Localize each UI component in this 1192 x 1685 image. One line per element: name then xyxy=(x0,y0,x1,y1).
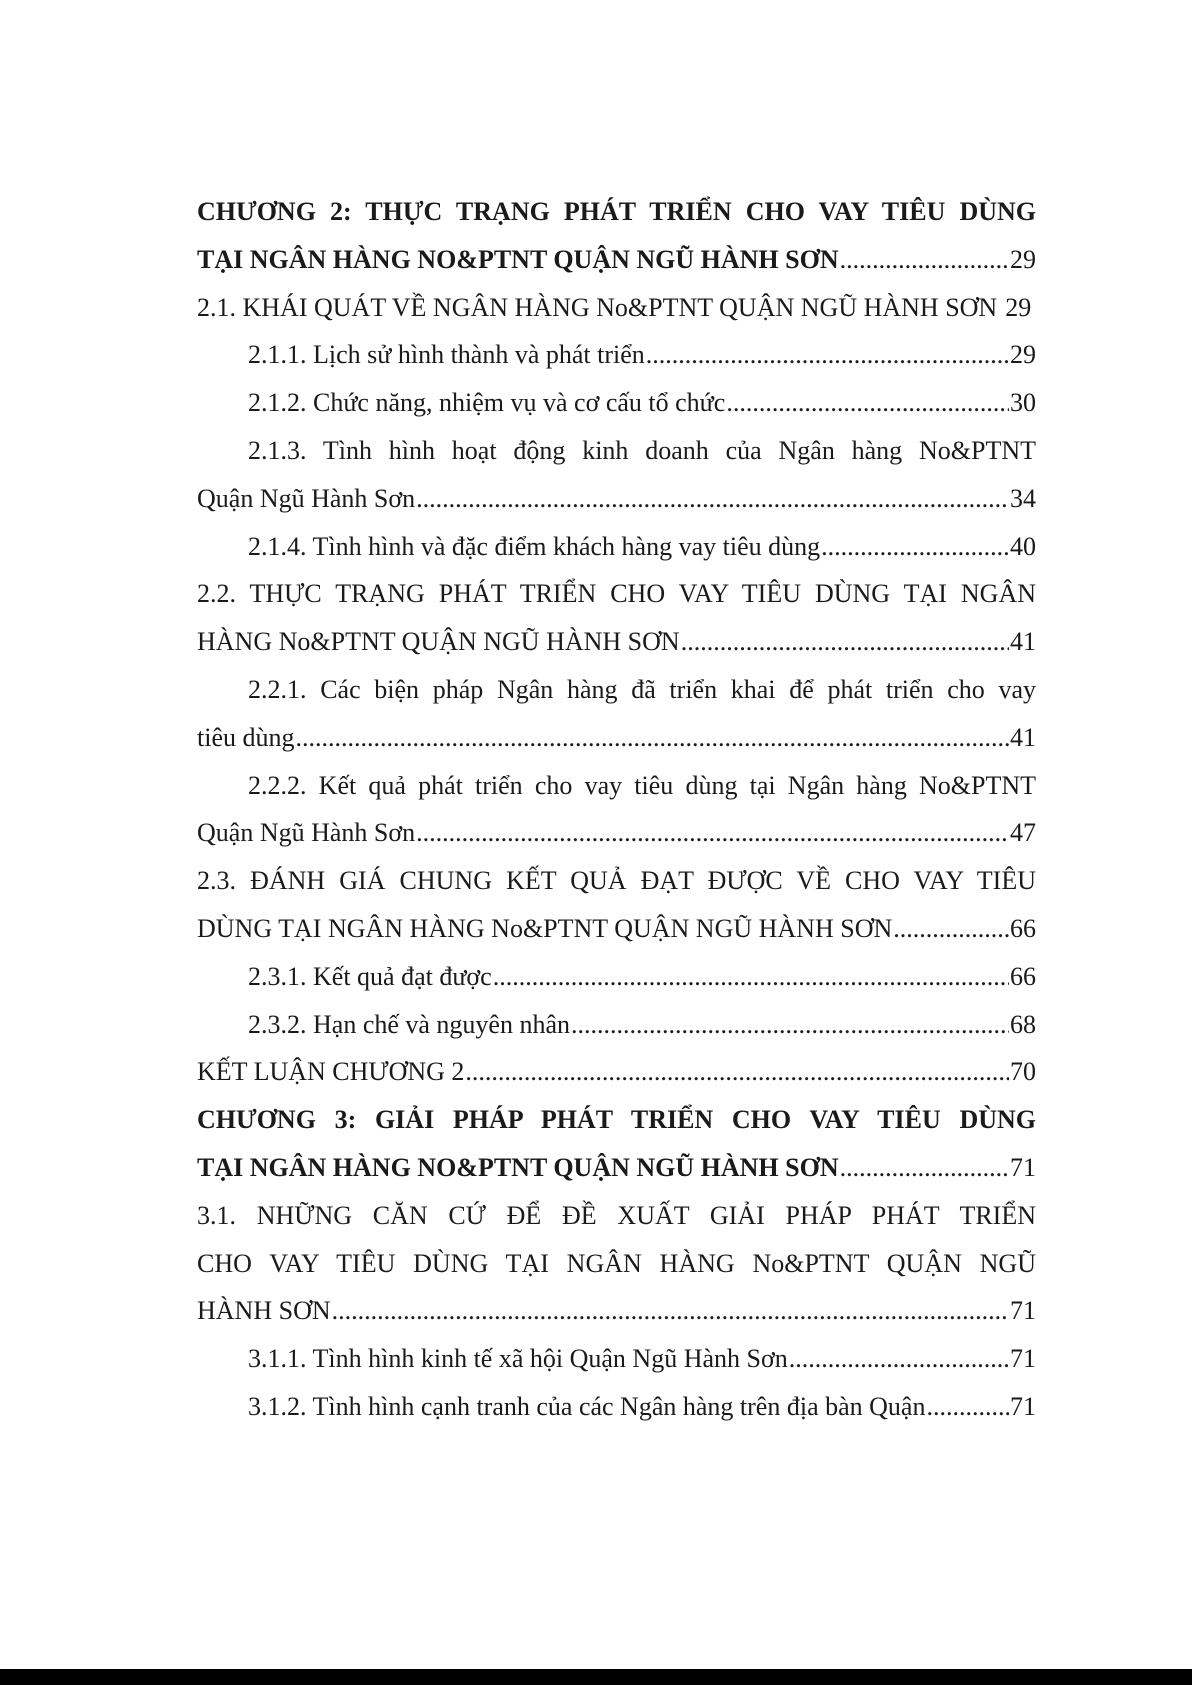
toc-entry-text-line: 2.2.1. Các biện pháp Ngân hàng đã triển khai để phát triển cho vay xyxy=(248,674,1036,704)
toc-entry-title: tiêu dùng xyxy=(197,722,295,752)
toc-entry-s3-1-1[interactable] xyxy=(197,1335,1036,1383)
toc-entry-title: Quận Ngũ Hành Sơn xyxy=(197,483,416,513)
toc-entry-text-line: 2.2.2. Kết quả phát triển cho vay tiêu dùng tại Ngân hàng No&PTNT xyxy=(248,770,1036,800)
toc-entry-last-line xyxy=(197,905,1036,953)
toc-entry-last-line xyxy=(197,809,1036,857)
toc-entry-s2-3[interactable] xyxy=(197,857,1036,953)
toc-page-number: 29 xyxy=(1010,340,1036,370)
toc-page-number: 68 xyxy=(1010,1009,1036,1039)
toc-entry-s2-2[interactable] xyxy=(197,570,1036,666)
toc-entry-ch2[interactable] xyxy=(197,188,1036,284)
toc-entry-last-line xyxy=(197,1144,1036,1192)
dot-leader xyxy=(493,953,1009,1001)
dot-leader xyxy=(681,618,1009,666)
toc-entry-s2-3-2[interactable] xyxy=(197,1001,1036,1049)
toc-entry-title: 3.1.2. Tình hình cạnh tranh của các Ngân hàng trên địa bàn Quận xyxy=(248,1391,926,1421)
toc-page-number: 71 xyxy=(1010,1391,1036,1421)
dot-leader xyxy=(416,475,1009,523)
toc-entry-title: 2.1. KHÁI QUÁT VỀ NGÂN HÀNG No&PTNT QUẬN NGŨ HÀNH SƠN xyxy=(197,292,998,322)
toc-entry-last-line xyxy=(197,475,1036,523)
dot-leader xyxy=(571,1001,1009,1049)
toc-entry-s2-1-3[interactable] xyxy=(197,427,1036,523)
toc-page-number: 41 xyxy=(1010,722,1036,752)
toc-entry-last-line xyxy=(197,523,1036,571)
toc-entry-last-line xyxy=(197,379,1036,427)
dot-leader xyxy=(840,1144,1009,1192)
toc-page-number: 29 xyxy=(1005,292,1032,322)
toc-entry-title: HÀNG No&PTNT QUẬN NGŨ HÀNH SƠN xyxy=(197,627,680,657)
toc-entry-s2-1-4[interactable] xyxy=(197,523,1036,571)
toc-entry-title: TẠI NGÂN HÀNG NO&PTNT QUẬN NGŨ HÀNH SƠN xyxy=(197,244,839,274)
toc-entry-s2-2-2[interactable] xyxy=(197,762,1036,858)
dot-leader xyxy=(893,905,1009,953)
toc-page-number: 40 xyxy=(1010,531,1036,561)
toc-entry-last-line xyxy=(197,284,1036,332)
toc-entry-last-line xyxy=(197,1383,1036,1431)
toc-page-number: 29 xyxy=(1010,244,1036,274)
toc-page-number: 71 xyxy=(1010,1152,1036,1182)
toc-entry-s3-1[interactable] xyxy=(197,1192,1036,1335)
toc-entry-last-line xyxy=(197,953,1036,1001)
toc-entry-title: DÙNG TẠI NGÂN HÀNG No&PTNT QUẬN NGŨ HÀNH SƠN xyxy=(197,913,893,943)
toc-entry-title: KẾT LUẬN CHƯƠNG 2 xyxy=(197,1057,465,1087)
toc-page-number: 71 xyxy=(1010,1344,1036,1374)
toc-entry-s2-1-2[interactable] xyxy=(197,379,1036,427)
toc-entry-text-line: CHO VAY TIÊU DÙNG TẠI NGÂN HÀNG No&PTNT QUẬN NGŨ xyxy=(197,1248,1036,1278)
toc-page-number: 41 xyxy=(1010,627,1036,657)
toc-entry-last-line xyxy=(197,714,1036,762)
toc-page-number: 66 xyxy=(1010,913,1036,943)
toc-entry-text-line: 3.1. NHỮNG CĂN CỨ ĐỂ ĐỀ XUẤT GIẢI PHÁP PHÁT TRIỂN xyxy=(197,1200,1036,1230)
toc-entry-last-line xyxy=(197,618,1036,666)
toc-entry-last-line xyxy=(197,1335,1036,1383)
toc-page-number: 34 xyxy=(1010,483,1036,513)
toc-entry-text-line: 2.1.3. Tình hình hoạt động kinh doanh của Ngân hàng No&PTNT xyxy=(248,435,1036,465)
toc-entry-last-line xyxy=(197,1287,1036,1335)
toc-entry-text-line: 2.3. ĐÁNH GIÁ CHUNG KẾT QUẢ ĐẠT ĐƯỢC VỀ CHO VAY TIÊU xyxy=(197,866,1036,896)
dot-leader xyxy=(332,1287,1009,1335)
toc-entry-title: 2.3.2. Hạn chế và nguyên nhân xyxy=(248,1009,571,1039)
toc-entry-last-line xyxy=(197,1048,1036,1096)
dot-leader xyxy=(296,714,1010,762)
dot-leader xyxy=(416,809,1009,857)
dot-leader xyxy=(726,379,1009,427)
dot-leader xyxy=(465,1048,1009,1096)
toc-entry-title: 2.3.1. Kết quả đạt được xyxy=(248,961,492,991)
toc-entry-title: 3.1.1. Tình hình kinh tế xã hội Quận Ngũ Hành Sơn xyxy=(248,1344,788,1374)
toc-entry-s2-2-1[interactable] xyxy=(197,666,1036,762)
toc-entry-title: HÀNH SƠN xyxy=(197,1296,331,1326)
dot-leader xyxy=(646,331,1009,379)
toc-entry-title: 2.1.1. Lịch sử hình thành và phát triển xyxy=(248,340,645,370)
toc-entry-last-line xyxy=(197,331,1036,379)
toc-entry-title: Quận Ngũ Hành Sơn xyxy=(197,818,416,848)
dot-leader xyxy=(926,1383,1009,1431)
toc-entry-last-line xyxy=(197,236,1036,284)
page-bottom-edge xyxy=(0,1669,1192,1685)
toc-entry-ch3[interactable] xyxy=(197,1096,1036,1192)
toc-page-number: 71 xyxy=(1010,1296,1036,1326)
toc-entry-text-line: CHƯƠNG 2: THỰC TRẠNG PHÁT TRIỂN CHO VAY TIÊU DÙNG xyxy=(197,197,1036,226)
dot-leader xyxy=(840,236,1009,284)
toc-entry-s2-1-1[interactable] xyxy=(197,331,1036,379)
toc-page-number: 70 xyxy=(1010,1057,1036,1087)
toc-entry-title: 2.1.4. Tình hình và đặc điểm khách hàng vay tiêu dùng xyxy=(248,531,821,561)
table-of-contents xyxy=(197,188,1036,1431)
dot-leader xyxy=(789,1335,1009,1383)
toc-entry-kl2[interactable] xyxy=(197,1048,1036,1096)
toc-entry-title: TẠI NGÂN HÀNG NO&PTNT QUẬN NGŨ HÀNH SƠN xyxy=(197,1152,839,1182)
toc-page-number: 30 xyxy=(1010,388,1036,418)
toc-entry-last-line xyxy=(197,1001,1036,1049)
toc-entry-s2-3-1[interactable] xyxy=(197,953,1036,1001)
toc-entry-s2-1[interactable] xyxy=(197,284,1036,332)
toc-entry-text-line: CHƯƠNG 3: GIẢI PHÁP PHÁT TRIỂN CHO VAY TIÊU DÙNG xyxy=(197,1105,1036,1135)
dot-leader xyxy=(821,523,1009,571)
toc-entry-title: 2.1.2. Chức năng, nhiệm vụ và cơ cấu tổ chức xyxy=(248,388,726,418)
toc-entry-text-line: 2.2. THỰC TRẠNG PHÁT TRIỂN CHO VAY TIÊU DÙNG TẠI NGÂN xyxy=(197,579,1036,609)
toc-entry-s3-1-2[interactable] xyxy=(197,1383,1036,1431)
toc-page-number: 47 xyxy=(1010,818,1036,848)
toc-page-number: 66 xyxy=(1010,961,1036,991)
